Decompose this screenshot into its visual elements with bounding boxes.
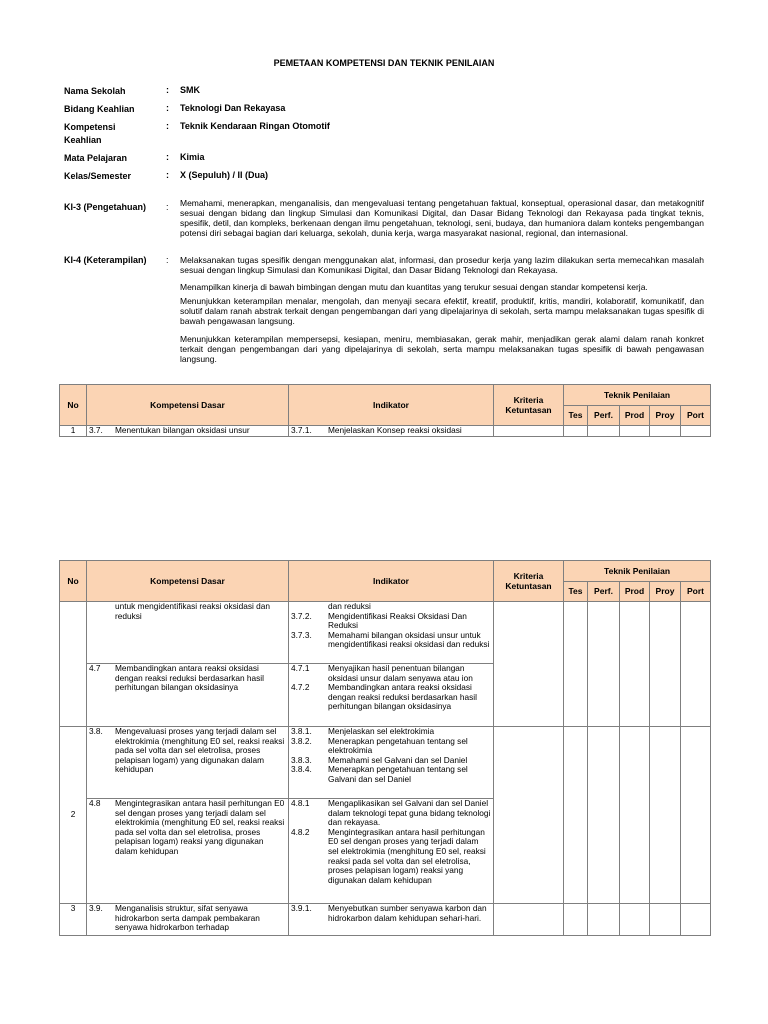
ki4-label: KI-4 (Keterampilan): [64, 255, 147, 265]
table-row: [60, 904, 711, 936]
ind-text: Mengintegrasikan antara hasil perhitungan E0 sel dengan proses yang terjadi dalam sel elektrokimia (menghitung E0 sel, reaksi reaksi pada sel volta dan sel eletrolisa, proses pelapisan logam) reaksi yang digunakan dalam kehidupan: [328, 826, 486, 885]
port-cell: [681, 426, 711, 437]
kd-text: Menentukan bilangan oksidasi unsur: [115, 425, 250, 435]
col-header-kriteria: Kriteria Ketuntasan: [494, 385, 564, 426]
ki4-paragraph: Menunjukkan keterampilan mempersepsi, kesiapan, meniru, membiasakan, gerak mahir, menjadikan gerak alami dalam ranah konkret terkait dengan pengembangan dari yang dipelajarinya di sekolah, serta mampu melaksanakan tugas spesifik di bawah pengawasan langsung.: [180, 334, 704, 364]
col-header-perf: Perf.: [588, 405, 620, 426]
ind-text: Menjelaskan sel elektrokimia: [328, 726, 435, 736]
kriteria-cell: [494, 727, 564, 904]
ind-text: Membandingkan antara reaksi oksidasi dengan reaksi reduksi berdasarkan hasil perhitungan bilangan oksidasinya: [328, 682, 477, 712]
kriteria-cell: [494, 602, 564, 727]
info-value-kelas: X (Sepuluh) / II (Dua): [180, 170, 268, 180]
ki3-label: KI-3 (Pengetahuan): [64, 202, 147, 212]
kd-number: 4.8: [89, 798, 101, 808]
table-row: [60, 727, 711, 799]
ind-text: Memahami sel Galvani dan sel Daniel: [328, 754, 468, 765]
ki4-colon: :: [166, 255, 169, 265]
kd-cell: [87, 904, 289, 936]
perf-cell: [588, 602, 620, 727]
proy-cell: [650, 904, 681, 936]
info-value-school: SMK: [180, 85, 200, 95]
ind-number: 3.8.1.: [291, 726, 312, 736]
ind-text: Menjelaskan Konsep reaksi oksidasi: [328, 425, 462, 435]
info-label: Mata Pelajaran: [64, 153, 128, 163]
row-no: 2: [60, 727, 87, 904]
indikator-cell: [289, 799, 494, 904]
kd-cell: [87, 602, 289, 664]
col-header-proy: Proy: [650, 405, 681, 426]
info-label: Bidang Keahlian: [64, 104, 135, 114]
info-value-bidang: Teknologi Dan Rekayasa: [180, 103, 286, 113]
ki4-paragraph: Melaksanakan tugas spesifik dengan menggunakan alat, informasi, dan prosedur kerja yang lazim dilakukan serta memecahkan masalah sesuai dengan lingkup Simulasi dan Komunikasi Digital, dan Dasar Bidang Teknologi dan Rekayasa.: [180, 255, 704, 275]
kd-cell: [87, 426, 289, 437]
prod-cell: [620, 426, 650, 437]
col-header-no: No: [60, 385, 87, 426]
ind-text: Mengidentifikasi Reaksi Oksidasi Dan Reduksi: [328, 610, 467, 631]
kriteria-cell: [494, 426, 564, 437]
indikator-cell: [289, 727, 494, 799]
col-header-tes: Tes: [564, 405, 588, 426]
info-colon: :: [166, 170, 169, 180]
tes-cell: [564, 426, 588, 437]
kd-cell: [87, 727, 289, 799]
col-header-prod: Prod: [620, 581, 650, 602]
ind-text: Menyajikan hasil penentuan bilangan oksidasi unsur dalam senyawa atau ion: [328, 663, 473, 683]
col-header-teknik: Teknik Penilaian: [564, 385, 711, 406]
ki4-paragraph: Menampilkan kinerja di bawah bimbingan dengan mutu dan kuantitas yang terukur sesuai dengan standar kompetensi kerja.: [180, 282, 648, 292]
prod-cell: [620, 727, 650, 904]
ki3-text: Memahami, menerapkan, menganalisis, dan mengevaluasi tentang pengetahuan faktual, konseptual, operasional dasar, dan metakognitif sesuai dengan bidang dan lingkup Simulasi dan Komunikasi Digital, dan Dasar Bidang Teknologi dan Rekayasa pada tingkat teknis, spesifik, detil, dan kompleks, berkenaan dengan ilmu pengetahuan, teknologi, seni, budaya, dan humaniora dalam konteks pengembangan potensi diri sebagai bagian dari keluarga, sekolah, dunia kerja, warga masyarakat nasional, regional, dan internasional.: [180, 198, 704, 238]
kd-text: Menganalisis struktur, sifat senyawa hidrokarbon serta dampak pembakaran senyawa hidrokarbon terhadap: [115, 903, 260, 933]
tes-cell: [564, 904, 588, 936]
proy-cell: [650, 602, 681, 727]
ind-text: dan reduksi: [328, 601, 371, 611]
row-no: 3: [60, 904, 87, 936]
ind-number: 4.8.1: [291, 798, 310, 808]
indikator-cell: [289, 664, 494, 727]
kd-number: 3.8.: [89, 726, 103, 736]
indikator-cell: [289, 904, 494, 936]
perf-cell: [588, 904, 620, 936]
kd-text: Mengevaluasi proses yang terjadi dalam sel elektrokimia (menghitung E0 sel, reaksi reaksi pada sel volta dan sel eletrolisa, proses pelapisan logam) yang digunakan dalam kehidupan: [115, 726, 285, 775]
col-header-kriteria: Kriteria Ketuntasan: [494, 561, 564, 602]
table-row: [60, 602, 711, 664]
ind-number: 4.8.2: [291, 826, 310, 837]
ki3-colon: :: [166, 202, 169, 212]
col-header-port: Port: [681, 581, 711, 602]
col-header-prod: Prod: [620, 405, 650, 426]
indikator-cell: [289, 602, 494, 664]
ind-number: 3.7.2.: [291, 610, 312, 621]
competency-table-1: [59, 384, 711, 437]
info-label: Kelas/Semester: [64, 171, 132, 181]
ind-number: 3.7.1.: [291, 425, 312, 435]
tes-cell: [564, 727, 588, 904]
page-title: PEMETAAN KOMPETENSI DAN TEKNIK PENILAIAN: [273, 58, 495, 68]
kd-number: 4.7: [89, 663, 101, 673]
col-header-perf: Perf.: [588, 581, 620, 602]
row-no: 1: [60, 426, 87, 437]
row-no: [60, 602, 87, 727]
ind-number: 3.8.3.: [291, 754, 312, 765]
tes-cell: [564, 602, 588, 727]
kd-text: Membandingkan antara reaksi oksidasi dengan reaksi reduksi berdasarkan hasil perhitungan bilangan oksidasinya: [115, 663, 264, 693]
col-header-no: No: [60, 561, 87, 602]
ind-number: 4.7.1: [291, 663, 310, 673]
info-colon: :: [166, 103, 169, 113]
ind-text: Menerapkan pengetahuan tentang sel Galvani dan sel Daniel: [328, 764, 468, 784]
proy-cell: [650, 426, 681, 437]
info-colon: :: [166, 152, 169, 162]
port-cell: [681, 727, 711, 904]
kd-number: 3.9.: [89, 903, 103, 913]
port-cell: [681, 904, 711, 936]
col-header-proy: Proy: [650, 581, 681, 602]
ind-text: Menerapkan pengetahuan tentang sel elektrokimia: [328, 735, 468, 756]
info-value-kompetensi: Teknik Kendaraan Ringan Otomotif: [180, 121, 330, 131]
ind-number: 3.8.4.: [291, 764, 312, 775]
col-header-teknik: Teknik Penilaian: [564, 561, 711, 582]
info-label: Kompetensi Keahlian: [64, 122, 116, 145]
col-header-port: Port: [681, 405, 711, 426]
ind-text: Memahami bilangan oksidasi unsur untuk mengidentifikasi reaksi oksidasi dan reduksi: [328, 629, 490, 650]
perf-cell: [588, 426, 620, 437]
ki4-paragraph: Menunjukkan keterampilan menalar, mengolah, dan menyaji secara efektif, kreatif, produktif, kritis, mandiri, kolaboratif, komunikatif, dan solutif dalam ranah abstrak terkait dengan pengembangan dari yang dipelajarinya di sekolah, serta mampu melaksanakan tugas spesifik di bawah pengawasan langsung.: [180, 296, 704, 326]
ind-number: 3.7.3.: [291, 629, 312, 640]
ind-text: Mengaplikasikan sel Galvani dan sel Daniel dalam teknologi tepat guna bidang teknologi dan rekayasa.: [328, 798, 491, 828]
col-header-kd: Kompetensi Dasar: [87, 385, 289, 426]
port-cell: [681, 602, 711, 727]
ind-number: 4.7.2: [291, 682, 310, 693]
kd-cell: [87, 799, 289, 904]
ind-number: 3.9.1.: [291, 903, 312, 913]
kd-cell: [87, 664, 289, 727]
kd-number: 3.7.: [89, 425, 103, 435]
prod-cell: [620, 904, 650, 936]
prod-cell: [620, 602, 650, 727]
proy-cell: [650, 727, 681, 904]
info-label: Nama Sekolah: [64, 86, 126, 96]
ind-number: 3.8.2.: [291, 735, 312, 746]
indikator-cell: [289, 426, 494, 437]
kriteria-cell: [494, 904, 564, 936]
info-value-mapel: Kimia: [180, 152, 205, 162]
ind-text: Menyebutkan sumber senyawa karbon dan hidrokarbon dalam kehidupan sehari-hari.: [328, 903, 487, 923]
col-header-kd: Kompetensi Dasar: [87, 561, 289, 602]
col-header-tes: Tes: [564, 581, 588, 602]
kd-text: Mengintegrasikan antara hasil perhitungan E0 sel dengan proses yang terjadi dalam sel elektrokimia (menghitung E0 sel, reaksi reaksi pada sel volta dan sel eletrolisa, proses pelapisan logam) reaksi yang digunakan dalam kehidupan: [115, 798, 285, 856]
competency-table-2: [59, 560, 711, 936]
col-header-indikator: Indikator: [289, 561, 494, 602]
kd-text: untuk mengidentifikasi reaksi oksidasi dan reduksi: [115, 601, 270, 621]
info-colon: :: [166, 121, 169, 131]
perf-cell: [588, 727, 620, 904]
col-header-indikator: Indikator: [289, 385, 494, 426]
table-row: [60, 426, 711, 437]
info-colon: :: [166, 85, 169, 95]
